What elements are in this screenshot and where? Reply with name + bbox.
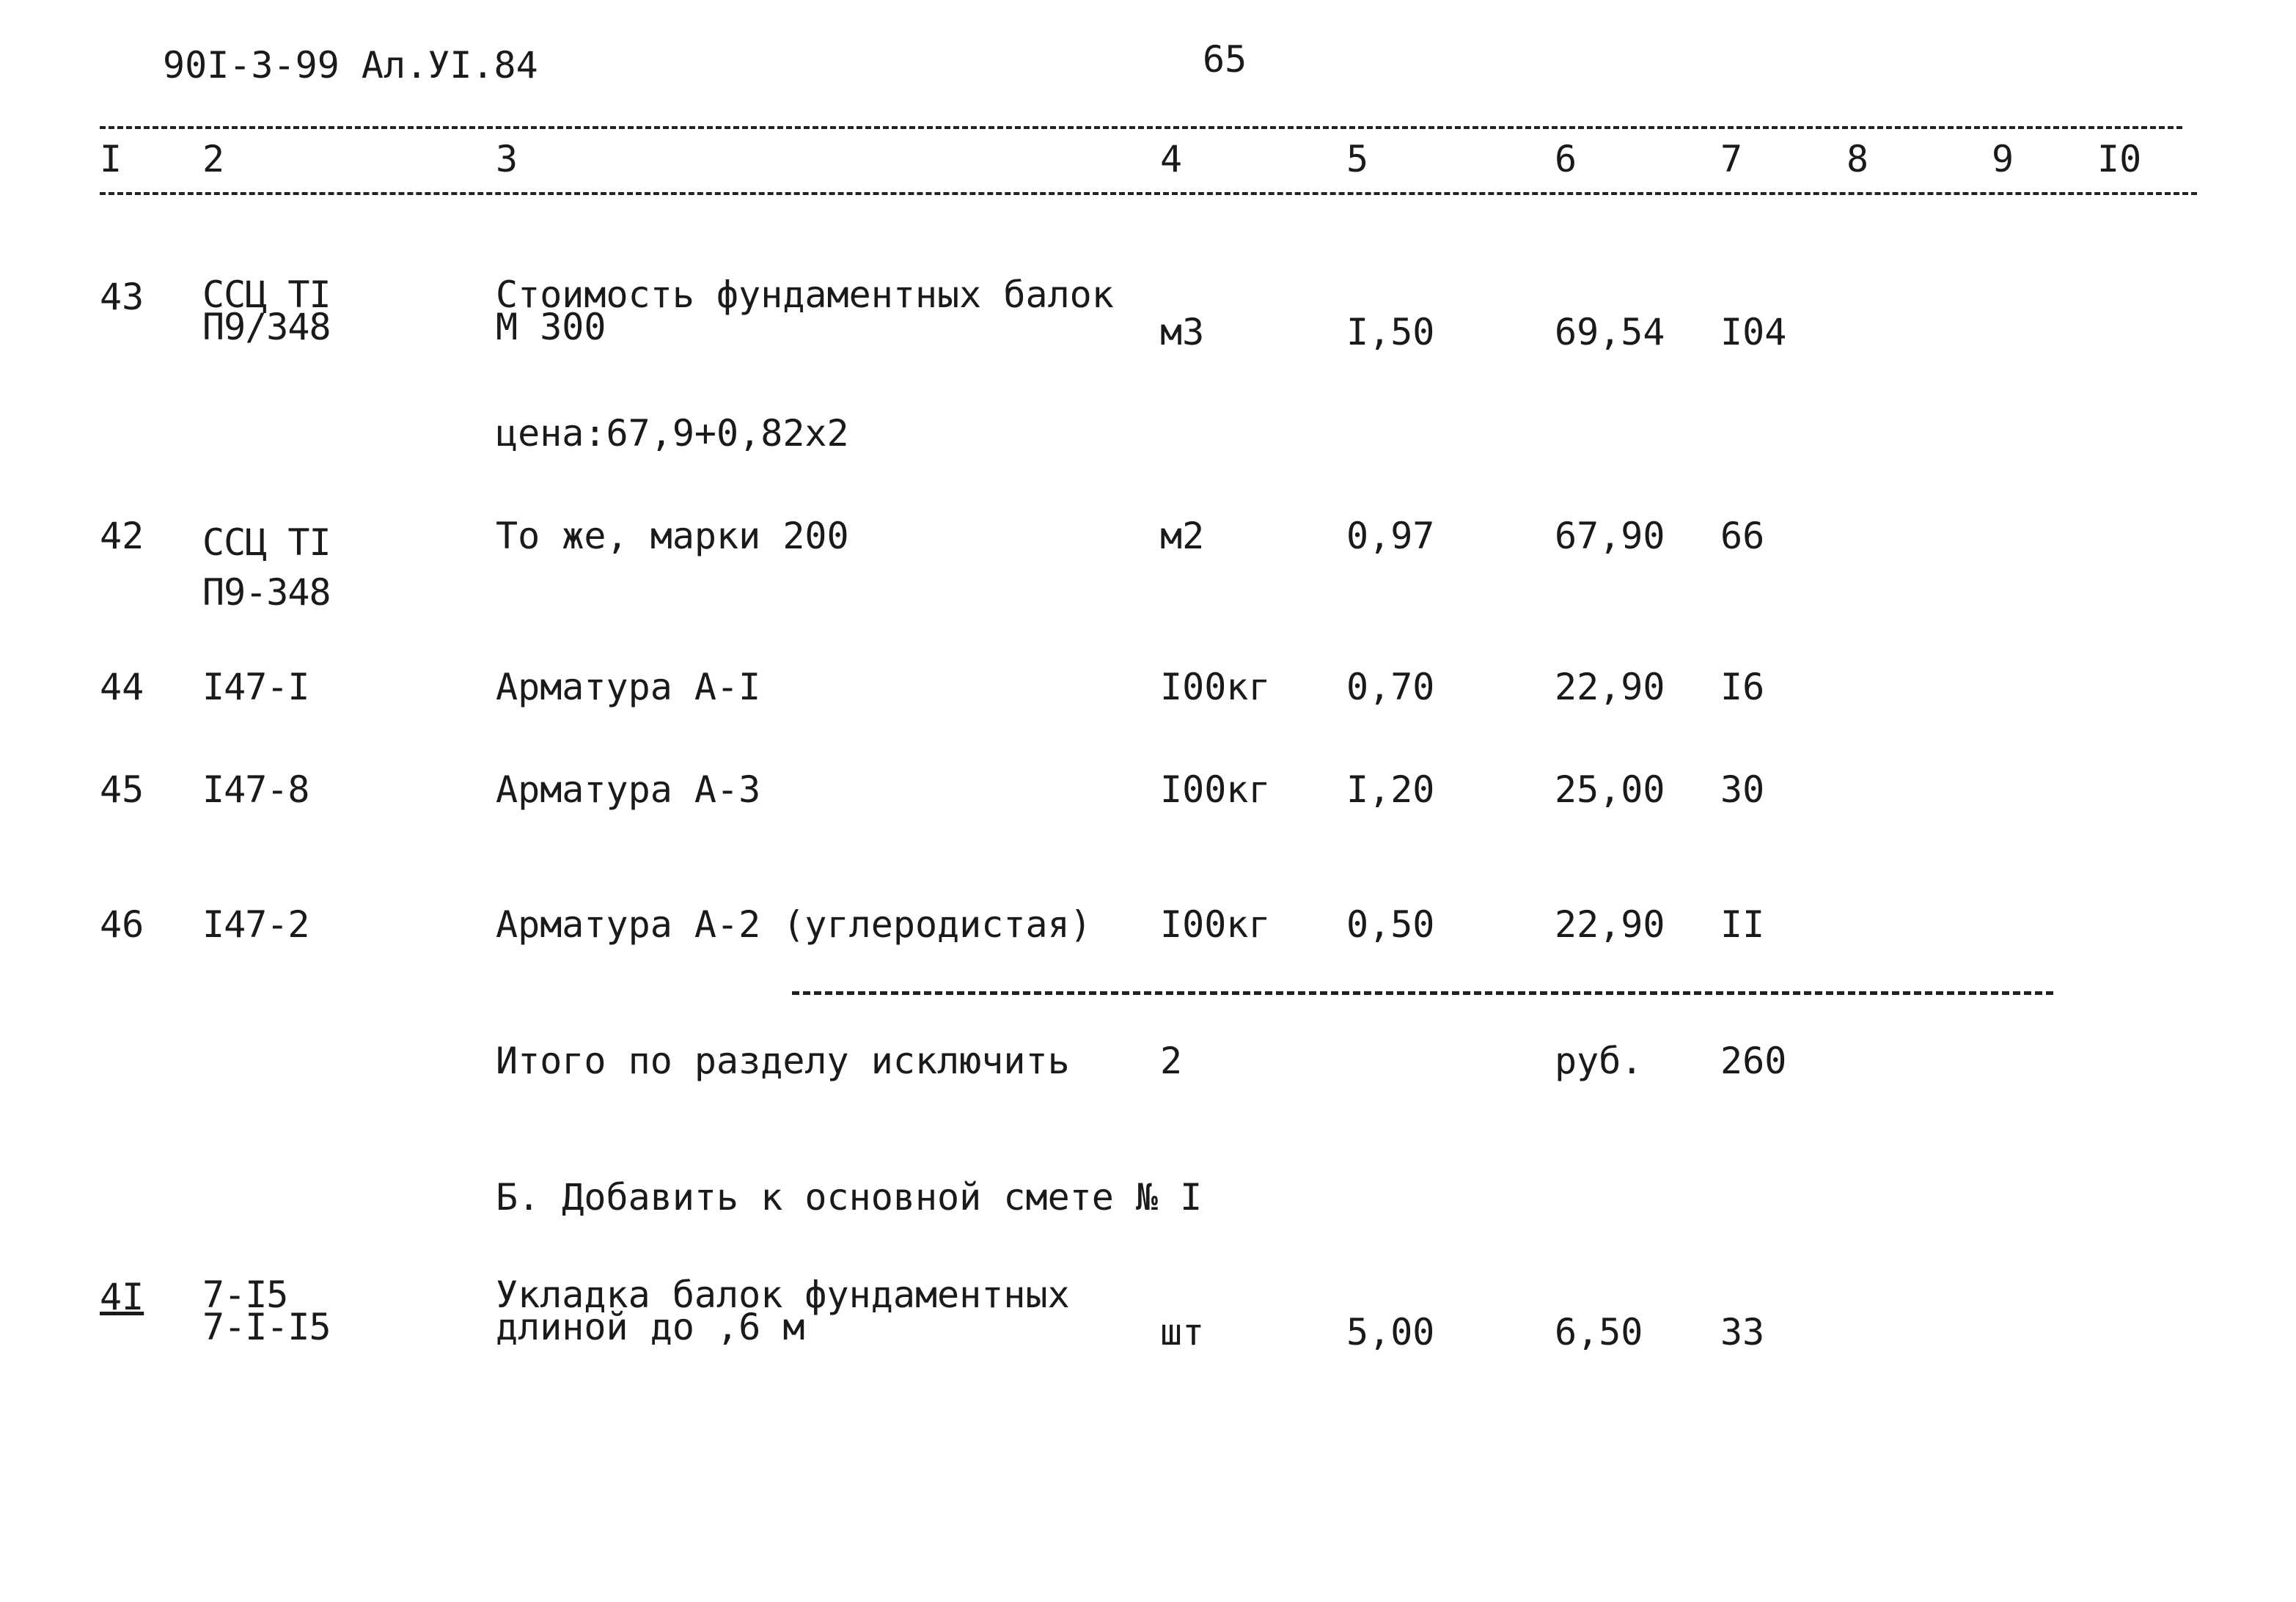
row-code: I47-2: [202, 903, 309, 946]
row-quantity: I,20: [1346, 768, 1435, 811]
column-header-4: 4: [1160, 138, 1183, 180]
row-code: [202, 273, 331, 348]
column-header-1: I: [100, 138, 122, 180]
subtotal-label: Итого по разделу исключить: [496, 1040, 1070, 1082]
subtotal-rule: [792, 991, 2053, 995]
row-code: I47-I: [202, 666, 309, 708]
row-quantity: 0,50: [1346, 903, 1435, 946]
row-quantity: 0,97: [1346, 515, 1435, 557]
code-line: П9-348: [202, 571, 331, 614]
row-number: 45: [100, 768, 144, 811]
column-header-7: 7: [1720, 138, 1743, 180]
row-number: 46: [100, 903, 144, 946]
row-number: 42: [100, 515, 144, 557]
column-header-8: 8: [1846, 138, 1869, 180]
row-total: 30: [1720, 768, 1765, 811]
row-price: 25,00: [1555, 768, 1665, 811]
description-line: Стоимость фундаментных балок: [496, 273, 1114, 316]
row-unit: I00кг: [1160, 768, 1271, 811]
row-unit: шт: [1160, 1311, 1205, 1353]
row-price: 22,90: [1555, 903, 1665, 946]
row-unit: I00кг: [1160, 903, 1271, 946]
code-line: П9/348: [202, 306, 331, 348]
row-description: [496, 1274, 1070, 1348]
subtotal-currency: руб.: [1555, 1040, 1643, 1082]
row-total: 66: [1720, 515, 1765, 557]
row-unit: м3: [1160, 311, 1205, 353]
column-header-5: 5: [1346, 138, 1369, 180]
code-line: ССЦ ТI: [202, 521, 331, 564]
column-header-9: 9: [1992, 138, 2014, 180]
description-line: Укладка балок фундаментных: [496, 1274, 1070, 1316]
row-description: Арматура А-3: [496, 768, 761, 811]
row-description: То же, марки 200: [496, 515, 849, 557]
description-line: длиной до ,6 м: [496, 1306, 805, 1348]
description-line: М 300: [496, 306, 606, 348]
code-line: ССЦ ТI: [202, 273, 331, 316]
row-price: 6,50: [1555, 1311, 1643, 1353]
row-code: [202, 518, 331, 617]
code-line: 7-I5: [202, 1274, 288, 1316]
row-quantity: 5,00: [1346, 1311, 1435, 1353]
column-header-6: 6: [1555, 138, 1577, 180]
code-line: 7-I-I5: [202, 1306, 331, 1348]
row-total: 33: [1720, 1311, 1765, 1353]
row-description: Арматура А-I: [496, 666, 761, 708]
row-price: 22,90: [1555, 666, 1665, 708]
row-quantity: 0,70: [1346, 666, 1435, 708]
row-unit: I00кг: [1160, 666, 1271, 708]
row-code: I47-8: [202, 768, 309, 811]
row-total: II: [1720, 903, 1765, 946]
row-total: I6: [1720, 666, 1765, 708]
subtotal-total: 260: [1720, 1040, 1787, 1082]
subtotal-unit: 2: [1160, 1040, 1183, 1082]
doc-code: 90I-3-99 Ал.УI.84: [163, 44, 538, 87]
column-header-10: I0: [2097, 138, 2142, 180]
column-header-2: 2: [202, 138, 225, 180]
row-price: 69,54: [1555, 311, 1665, 353]
row-quantity: I,50: [1346, 311, 1435, 353]
row-number: 43: [100, 276, 144, 318]
row-price: 67,90: [1555, 515, 1665, 557]
page-number: 65: [1203, 38, 1247, 81]
header-rule-bottom: [100, 192, 2197, 195]
row-unit: м2: [1160, 515, 1205, 557]
price-note: цена:67,9+0,82х2: [496, 412, 849, 455]
column-header-3: 3: [496, 138, 518, 180]
row-description: Арматура А-2 (углеродистая): [496, 903, 1092, 946]
row-number: 4I: [100, 1276, 144, 1318]
row-description: [496, 273, 1114, 348]
row-code: [202, 1274, 331, 1348]
header-rule-top: [100, 126, 2182, 129]
row-number: 44: [100, 666, 144, 708]
section-b-title: Б. Добавить к основной смете № I: [496, 1176, 1203, 1219]
row-total: I04: [1720, 311, 1787, 353]
